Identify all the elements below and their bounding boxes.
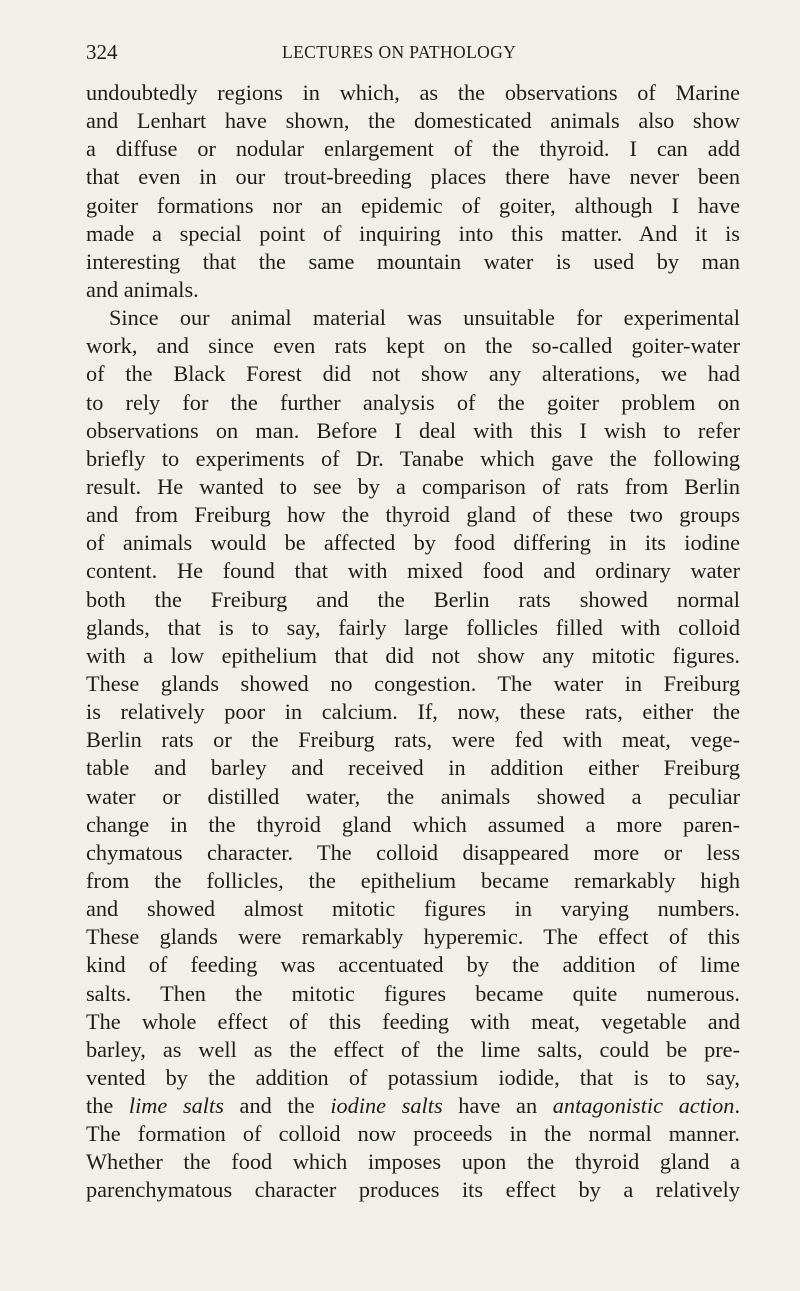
text-line: chymatous character. The colloid disappeared more or less <box>86 839 740 865</box>
running-title: LECTURES ON PATHOLOGY <box>282 42 517 62</box>
text-line: These glands showed no congestion. The water in Freiburg <box>86 670 740 696</box>
text-line: of the Black Forest did not show any alterations, we had <box>86 361 740 387</box>
text-line: parenchymatous character produces its effect by a relatively <box>86 1177 740 1203</box>
text-line: and Lenhart have shown, the domesticated animals also show <box>86 108 740 134</box>
text-line: glands, that is to say, fairly large follicles filled with colloid <box>86 614 740 640</box>
text-line: The whole effect of this feeding with meat, vegetable and <box>86 1008 740 1034</box>
text-line: vented by the addition of potassium iodide, that is to say, <box>86 1064 740 1090</box>
text-line: These glands were remarkably hyperemic. The effect of this <box>86 924 740 950</box>
text-line: with a low epithelium that did not show any mitotic figures. <box>86 642 740 668</box>
text-run: . <box>734 1093 741 1119</box>
text-line: salts. Then the mitotic figures became quite numerous. <box>86 980 740 1006</box>
page-number: 324 <box>86 40 118 64</box>
body-text <box>86 79 740 1205</box>
text-run: the <box>86 1093 129 1119</box>
text-line: made a special point of inquiring into this matter. And it is <box>86 220 740 246</box>
text-line: content. He found that with mixed food and ordinary water <box>86 558 740 584</box>
text-line: and showed almost mitotic figures in varying numbers. <box>86 896 740 922</box>
text-line: table and barley and received in addition either Freiburg <box>86 755 740 781</box>
text-line: that even in our trout-breeding places there have never been <box>86 164 740 190</box>
text-line: and from Freiburg how the thyroid gland of these two groups <box>86 502 740 528</box>
paragraph <box>86 304 740 1205</box>
text-line: goiter formations nor an epidemic of goiter, although I have <box>86 192 740 218</box>
text-line: and animals. <box>86 276 199 302</box>
text-line: kind of feeding was accentuated by the addition of lime <box>86 952 740 978</box>
text-line: of animals would be affected by food differing in its iodine <box>86 530 740 556</box>
text-line: is relatively poor in calcium. If, now, these rats, either the <box>86 699 740 725</box>
text-line: The formation of colloid now proceeds in the normal manner. <box>86 1121 740 1147</box>
running-head <box>86 34 740 66</box>
text-line: work, and since even rats kept on the so-called goiter-water <box>86 333 740 359</box>
text-line: Since our animal material was unsuitable for experimental <box>109 305 740 331</box>
text-line-with-italics <box>86 1092 740 1120</box>
paragraph <box>86 79 740 304</box>
text-run: and the <box>223 1093 331 1119</box>
text-line: observations on man. Before I deal with this I wish to refer <box>86 417 740 443</box>
text-line: water or distilled water, the animals showed a peculiar <box>86 783 740 809</box>
italic-term: antagonistic action <box>552 1093 735 1119</box>
italic-term: iodine salts <box>330 1093 443 1119</box>
text-line: barley, as well as the effect of the lime salts, could be pre- <box>86 1036 740 1062</box>
text-line: Whether the food which imposes upon the thyroid gland a <box>86 1149 740 1175</box>
text-line: briefly to experiments of Dr. Tanabe which gave the following <box>86 445 740 471</box>
text-line: both the Freiburg and the Berlin rats showed normal <box>86 586 740 612</box>
text-line: interesting that the same mountain water is used by man <box>86 248 740 274</box>
text-line: a diffuse or nodular enlargement of the thyroid. I can add <box>86 136 740 162</box>
text-line: Berlin rats or the Freiburg rats, were fed with meat, vege- <box>86 727 740 753</box>
text-line: change in the thyroid gland which assumed a more paren- <box>86 811 740 837</box>
text-line: to rely for the further analysis of the goiter problem on <box>86 389 740 415</box>
text-run: have an <box>442 1093 553 1119</box>
text-line: undoubtedly regions in which, as the observations of Marine <box>86 80 740 105</box>
text-line: from the follicles, the epithelium became remarkably high <box>86 867 740 893</box>
text-line: result. He wanted to see by a comparison of rats from Berlin <box>86 473 740 499</box>
italic-term: lime salts <box>128 1093 224 1119</box>
